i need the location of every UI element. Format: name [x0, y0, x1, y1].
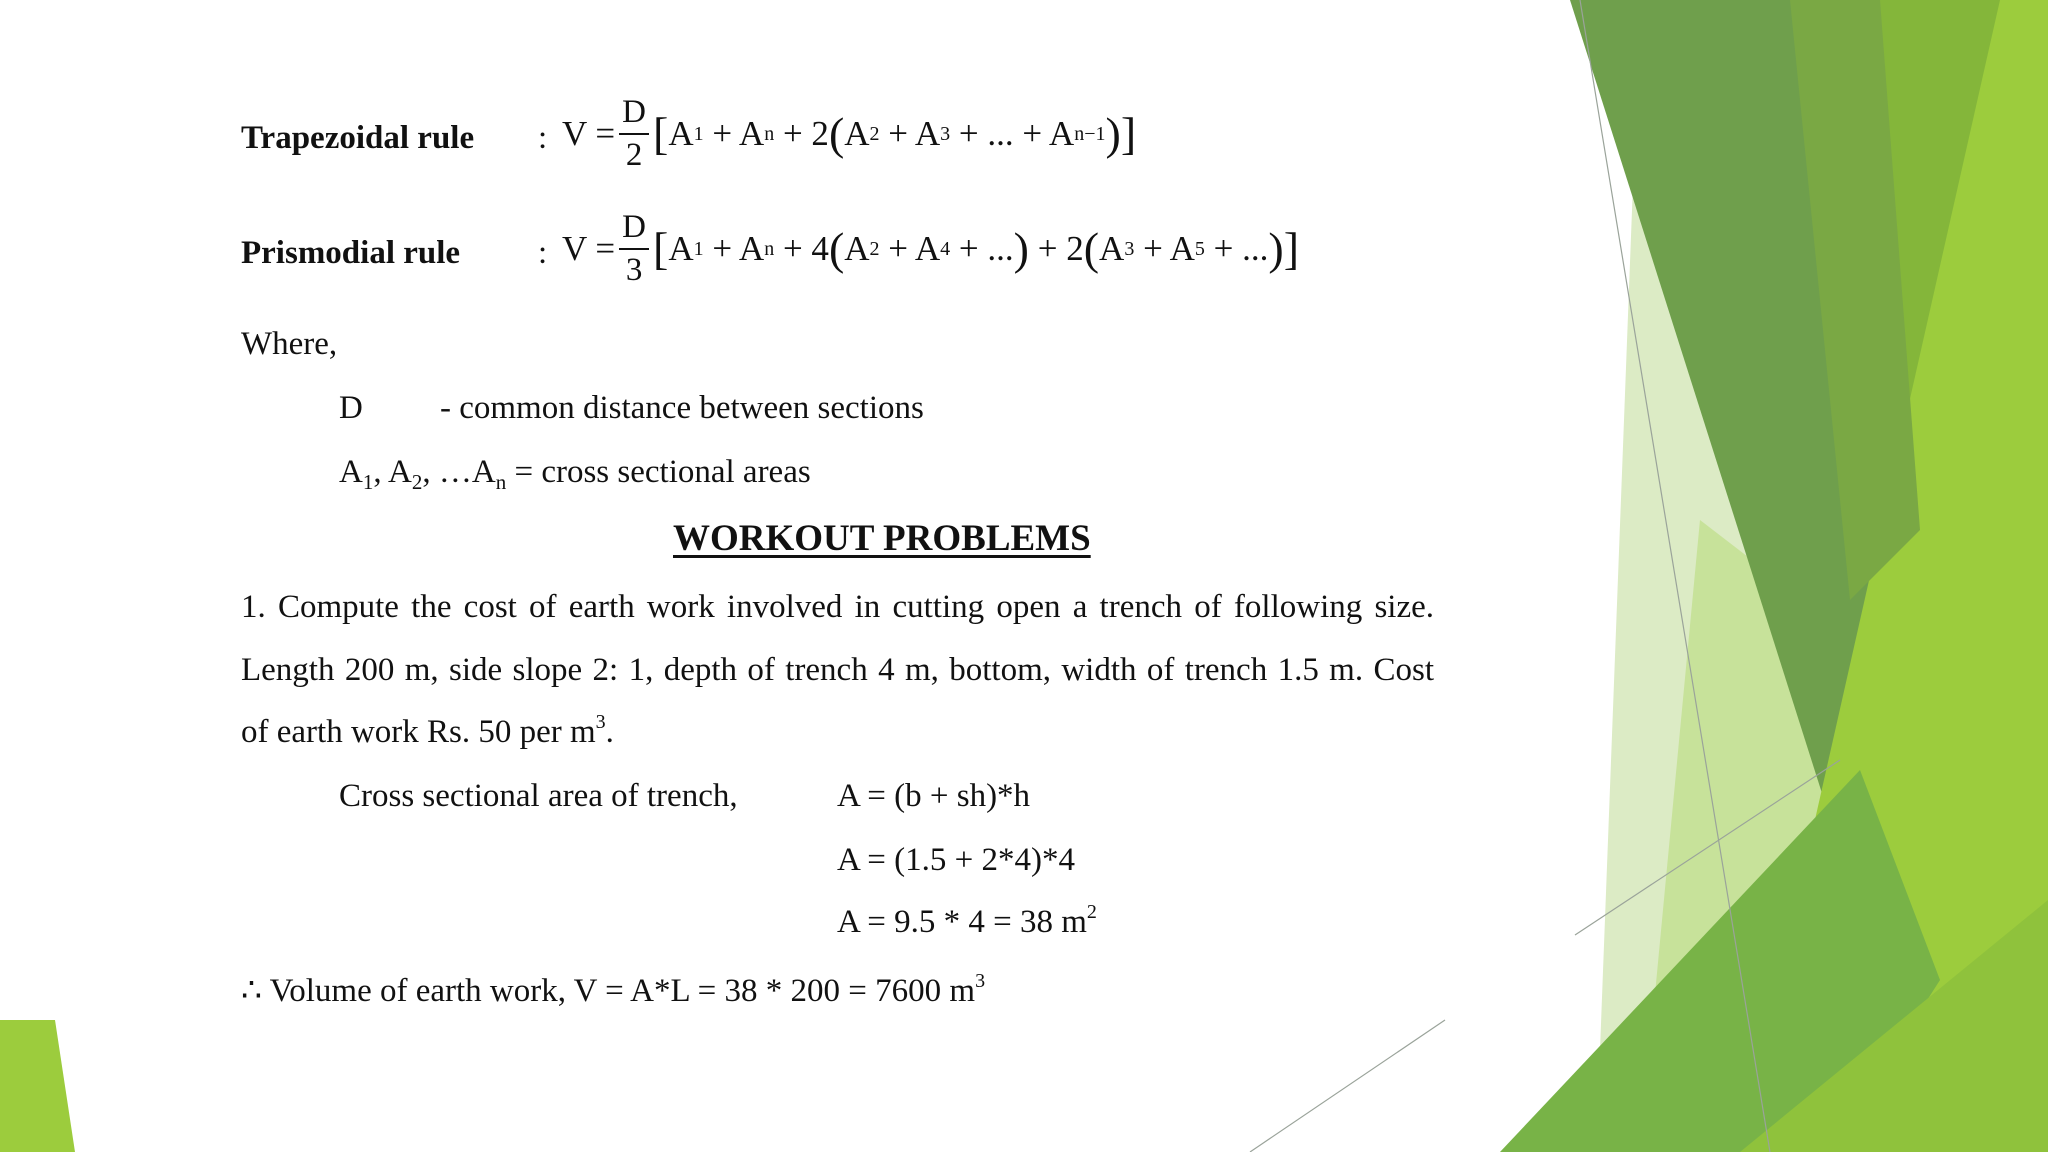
problem-line-3-text: of earth work Rs. 50 per m [241, 714, 596, 750]
trapezoidal-colon: : [538, 120, 548, 156]
cube-superscript: 3 [975, 970, 986, 992]
prismoidal-rule-label: Prismodial rule [241, 235, 461, 271]
a-symbol: A [339, 454, 363, 490]
term-2: + 2 [774, 114, 829, 153]
term-a1: A [668, 114, 694, 153]
volume-equation [241, 970, 985, 1010]
term-an: + A [703, 229, 765, 268]
formula-lhs: V = [562, 114, 616, 153]
bracket-open: [ [652, 108, 669, 159]
problem-line-2: Length 200 m, side slope 2: 1, depth of trench 4 m, bottom, width of trench 1.5 m. Cost [241, 652, 1434, 688]
sub-3: 3 [1124, 237, 1135, 260]
area-equation-3 [837, 901, 1097, 941]
paren-open: ( [1083, 223, 1100, 274]
formula-lhs: V = [562, 229, 616, 268]
term-a2: A [844, 229, 870, 268]
sub-1: 1 [693, 122, 704, 145]
where-d-symbol: D [339, 390, 363, 426]
paren-close: ) [1268, 223, 1284, 274]
sub-2: 2 [869, 237, 880, 260]
paren-close: ) [1013, 223, 1029, 274]
term-2: + 2 [1028, 229, 1084, 268]
paren-open: ( [828, 223, 845, 274]
paren-close: ) [1105, 108, 1121, 159]
trapezoidal-rule-label: Trapezoidal rule [241, 120, 475, 156]
a-sub-1: 1 [362, 470, 374, 494]
prismoidal-formula [562, 211, 1299, 287]
term-a3: + A [879, 114, 941, 153]
term-a4: + A [879, 229, 941, 268]
fraction-denominator: 3 [625, 252, 643, 288]
term-dots: + ... + A [950, 114, 1075, 153]
term-a3: A [1099, 229, 1125, 268]
bracket-close: ] [1120, 108, 1137, 159]
trapezoidal-formula [562, 96, 1136, 172]
area-equation-1: A = (b + sh)*h [837, 778, 1031, 814]
term-a5: + A [1134, 229, 1195, 268]
bracket-close: ] [1283, 223, 1300, 274]
a-sub-n: n [495, 470, 507, 494]
a-sep: , A [373, 454, 412, 490]
fraction-numerator: D [619, 96, 649, 135]
term-4: + 4 [774, 229, 829, 268]
term-an: + A [703, 114, 765, 153]
where-a-definition [339, 454, 811, 494]
a-sep: , …A [422, 454, 496, 490]
prismoidal-colon: : [538, 235, 548, 271]
a-sub-2: 2 [411, 470, 423, 494]
term-a1: A [668, 229, 694, 268]
sub-n-minus-1: n−1 [1074, 122, 1106, 145]
volume-result: ∴ Volume of earth work, V = A*L = 38 * 200 = 7600 m [241, 973, 976, 1009]
cube-superscript: 3 [595, 711, 606, 733]
sub-2: 2 [869, 122, 880, 145]
area-result: A = 9.5 * 4 = 38 m [837, 904, 1087, 940]
sub-5: 5 [1194, 237, 1205, 260]
fraction-numerator: D [619, 211, 649, 250]
square-superscript: 2 [1086, 901, 1097, 923]
where-label: Where, [241, 326, 338, 362]
a-description: = cross sectional areas [506, 454, 811, 490]
problem-line-3 [241, 711, 614, 751]
problem-line-1: 1. Compute the cost of earth work involved in cutting open a trench of following size. [241, 589, 1434, 625]
fraction-d-over-2 [619, 96, 649, 172]
term-dots: + ... [950, 229, 1014, 268]
sub-n: n [764, 237, 775, 260]
problem-line-3-end: . [605, 714, 614, 750]
sub-n: n [764, 122, 775, 145]
where-d-description: - common distance between sections [440, 390, 924, 426]
fraction-d-over-3 [619, 211, 649, 287]
sub-4: 4 [940, 237, 951, 260]
term-dots: + ... [1204, 229, 1269, 268]
sub-1: 1 [693, 237, 704, 260]
area-label: Cross sectional area of trench, [339, 778, 738, 814]
area-equation-2: A = (1.5 + 2*4)*4 [837, 842, 1075, 878]
sub-3: 3 [940, 122, 951, 145]
section-heading: WORKOUT PROBLEMS [673, 518, 1091, 559]
bracket-open: [ [652, 223, 669, 274]
paren-open: ( [828, 108, 845, 159]
fraction-denominator: 2 [625, 137, 643, 173]
term-a2: A [844, 114, 870, 153]
